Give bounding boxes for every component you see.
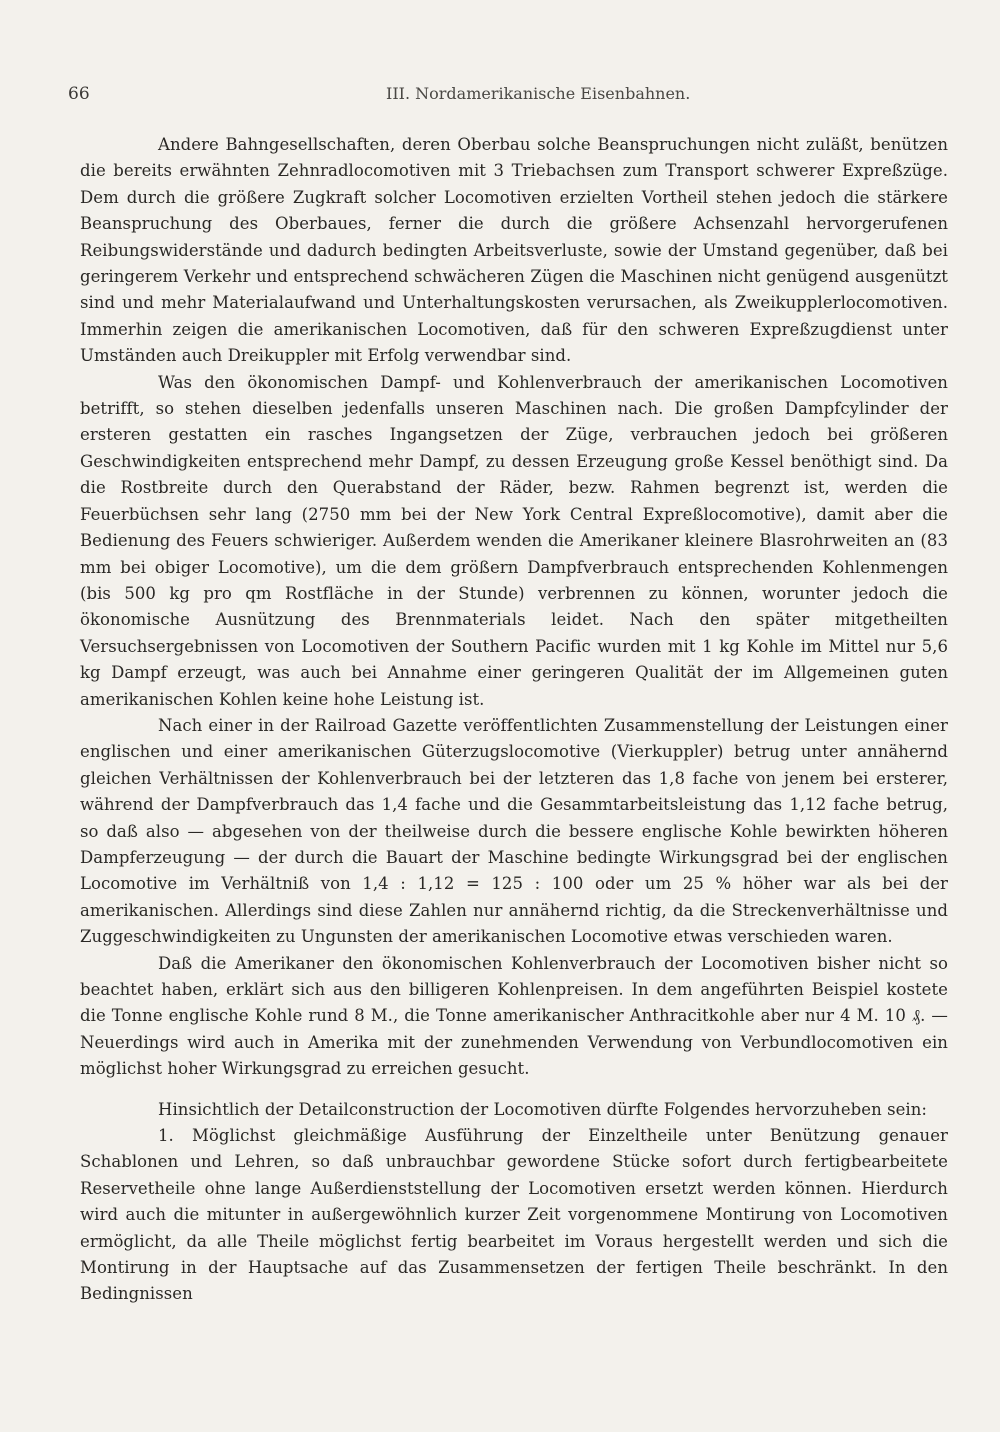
paragraph-railroad-gazette: Nach einer in der Railroad Gazette veröffentlichten Zusammenstellung der Leistungen einer englischen und einer amerikanischen Güterzugslocomotive (Vierkuppler) betrug unter annähernd gleichen Verhältnissen der Kohlenverbrauch bei der letzteren das 1,8 fache von jenem bei ersterer, während der Dampfverbrauch das 1,4 fache und die Gesammtarbeitsleistung das 1,12 fache betrug, so daß also — abgesehen von der theilweise durch die bessere englische Kohle bewirkten höheren Dampferzeugung — der durch die Bauart der Maschine bedingte Wirkungsgrad bei der englischen Locomotive im Verhältniß von 1,4 : 1,12 = 125 : 100 oder um 25 % höher war als bei der amerikanischen. Allerdings sind diese Zahlen nur annähernd richtig, da die Streckenverhältnisse und Zuggeschwindigkeiten zu Ungunsten der amerikanischen Locomotive etwas verschieden waren.: [80, 715, 948, 947]
paragraph-dampfverbrauch: Was den ökonomischen Dampf- und Kohlenverbrauch der amerikanischen Locomotiven betrifft, so stehen dieselben jedenfalls unseren Maschinen nach. Die großen Dampfcylinder der ersteren gestatten ein rasches Ingangsetzen der Züge, verbrauchen jedoch bei größeren Geschwindigkeiten entsprechend mehr Dampf, zu dessen Erzeugung große Kessel benöthigt sind. Da die Rostbreite durch den Querabstand der Räder, bezw. Rahmen begrenzt ist, werden die Feuerbüchsen sehr lang (2750 mm bei der New York Central Expreßlocomotive), damit aber die Bedienung des Feuers schwieriger. Außerdem wenden die Amerikaner kleinere Blasrohrweiten an (83 mm bei obiger Locomotive), um die dem größern Dampfverbrauch entsprechenden Kohlenmengen (bis 500 kg pro qm Rostfläche in der Stunde) verbrennen zu können, worunter jedoch die ökonomische Ausnützung des Brennmaterials leidet. Nach den später mitgetheilten Versuchsergebnissen von Locomotiven der Southern Pacific wurden mit 1 kg Kohle im Mittel nur 5,6 kg Dampf erzeugt, was auch bei Annahme einer geringeren Qualität der im Allgemeinen guten amerikanischen Kohlen keine hohe Leistung ist.: [80, 372, 948, 709]
paragraph-kohlenpreise: Daß die Amerikaner den ökonomischen Kohlenverbrauch der Locomotiven bisher nicht so beachtet haben, erklärt sich aus den billigeren Kohlenpreisen. In dem angeführten Beispiel kostete die Tonne englische Kohle rund 8 M., die Tonne amerikanischer Anthracitkohle aber nur 4 M. 10 ₰. — Neuerdings wird auch in Amerika mit der zunehmenden Verwendung von Verbundlocomotiven ein möglichst hoher Wirkungsgrad zu erreichen gesucht.: [80, 953, 948, 1079]
paragraph-bahngesellschaften: Andere Bahngesellschaften, deren Oberbau solche Beanspruchungen nicht zuläßt, benützen die bereits erwähnten Zehnradlocomotiven mit 3 Triebachsen zum Transport schwerer Expreßzüge. Dem durch die größere Zugkraft solcher Locomotiven erzielten Vortheil stehen jedoch die stärkere Beanspruchung des Oberbaues, ferner die durch die größere Achsenzahl hervorgerufenen Reibungswiderstände und dadurch bedingten Arbeitsverluste, sowie der Umstand gegenüber, daß bei geringerem Verkehr und entsprechend schwächeren Zügen die Maschinen nicht genügend ausgenützt sind und mehr Materialaufwand und Unterhaltungskosten verursachen, als Zweikupplerlocomotiven. Immerhin zeigen die amerikanischen Locomotiven, daß für den schweren Expreßzugdienst unter Umständen auch Dreikuppler mit Erfolg verwendbar sind.: [80, 135, 948, 366]
page-header: [68, 84, 918, 114]
body-text: [80, 132, 948, 1308]
paragraph-detailconstruction: Hinsichtlich der Detailconstruction der Locomotiven dürfte Folgendes hervorzuheben sein:: [158, 1099, 928, 1119]
list-item-1: 1. Möglichst gleichmäßige Ausführung der Einzeltheile unter Benützung genauer Schablonen und Lehren, so daß unbrauchbar gewordene Stücke sofort durch fertigbearbeitete Reservetheile ohne lange Außerdienststellung der Locomotiven ersetzt werden können. Hierdurch wird auch die mitunter in außergewöhnlich kurzer Zeit vorgenommene Montirung von Locomotiven ermöglicht, da alle Theile möglichst fertig bearbeitet im Voraus hergestellt werden und sich die Montirung in der Hauptsache auf das Zusammensetzen der fertigen Theile beschränkt. In den Bedingnissen: [80, 1126, 948, 1304]
page-number: 66: [68, 84, 90, 104]
running-head: III. Nordamerikanische Eisenbahnen.: [386, 84, 691, 103]
